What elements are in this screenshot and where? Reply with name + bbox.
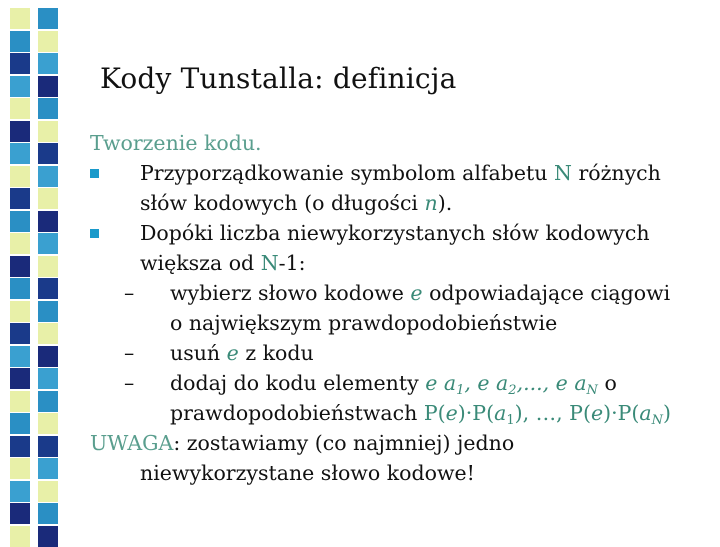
bullet-item: Dopóki liczba niewykorzystanych słów kodowych — [90, 218, 710, 248]
bullet-continuation: większa od N-1: — [140, 251, 306, 275]
stripe-square — [38, 166, 58, 187]
stripe-square — [10, 278, 30, 299]
bullet-item: Przyporządkowanie symbolom alfabetu N różnych — [90, 158, 710, 188]
stripe-square — [10, 233, 30, 254]
stripe-square — [38, 211, 58, 232]
section-heading: Tworzenie kodu. — [90, 131, 262, 155]
note: UWAGA: zostawiamy (co najmniej) jedno — [90, 431, 515, 455]
sub-item: – usuń e z kodu — [90, 338, 710, 368]
stripe-square — [10, 436, 30, 457]
stripe-square — [10, 413, 30, 434]
stripe-square — [10, 76, 30, 97]
stripe-square — [10, 346, 30, 367]
stripe-square — [10, 481, 30, 502]
stripe-square — [10, 301, 30, 322]
stripe-square — [38, 98, 58, 119]
stripe-square — [38, 278, 58, 299]
square-bullet-icon — [90, 229, 99, 238]
stripe-square — [10, 526, 30, 547]
stripe-square — [10, 188, 30, 209]
stripe-square — [38, 503, 58, 524]
stripe-square — [38, 391, 58, 412]
stripe-square — [38, 143, 58, 164]
note-continuation: niewykorzystane słowo kodowe! — [140, 461, 475, 485]
dash-bullet: – — [124, 341, 135, 365]
stripe-square — [38, 256, 58, 277]
stripe-square — [10, 458, 30, 479]
stripe-square — [10, 53, 30, 74]
stripe-square — [10, 143, 30, 164]
square-bullet-icon — [90, 169, 99, 178]
stripe-square — [38, 526, 58, 547]
stripe-square — [38, 481, 58, 502]
stripe-square — [10, 503, 30, 524]
stripe-square — [10, 31, 30, 52]
stripe-square — [10, 166, 30, 187]
sub-item: – wybierz słowo kodowe e odpowiadające ciągowi — [90, 278, 710, 308]
stripe-square — [10, 121, 30, 142]
stripe-square — [38, 301, 58, 322]
stripe-square — [38, 368, 58, 389]
stripe-square — [10, 98, 30, 119]
stripe-square — [38, 233, 58, 254]
stripe-square — [10, 368, 30, 389]
sub-item-continuation: prawdopodobieństwach $P(e)\cdot P(a_1)$, …, $P(e)\cdot P(a_N)$ — [170, 401, 672, 428]
bullet-continuation: słów kodowych (o długości n). — [140, 191, 453, 215]
stripe-square — [10, 391, 30, 412]
stripe-square — [38, 323, 58, 344]
dash-bullet: – — [124, 281, 135, 305]
stripe-square — [10, 211, 30, 232]
stripe-square — [10, 8, 30, 29]
stripe-square — [38, 346, 58, 367]
sub-item: – dodaj do kodu elementy e $a_1$, e $a_2$,..., e $a_N$ o — [90, 368, 710, 398]
stripe-square — [38, 188, 58, 209]
slide-title: Kody Tunstalla: definicja — [100, 62, 457, 95]
dash-bullet: – — [124, 371, 135, 395]
stripe-square — [38, 76, 58, 97]
stripe-square — [10, 256, 30, 277]
note-label: UWAGA — [90, 431, 174, 455]
stripe-square — [10, 323, 30, 344]
slide-body — [90, 128, 710, 488]
stripe-square — [38, 413, 58, 434]
stripe-square — [38, 121, 58, 142]
stripe-square — [38, 458, 58, 479]
stripe-square — [38, 31, 58, 52]
stripe-square — [38, 8, 58, 29]
sub-item-continuation: o największym prawdopodobieństwie — [170, 311, 558, 335]
decorative-side-stripe — [0, 0, 62, 540]
stripe-square — [38, 53, 58, 74]
stripe-square — [38, 436, 58, 457]
